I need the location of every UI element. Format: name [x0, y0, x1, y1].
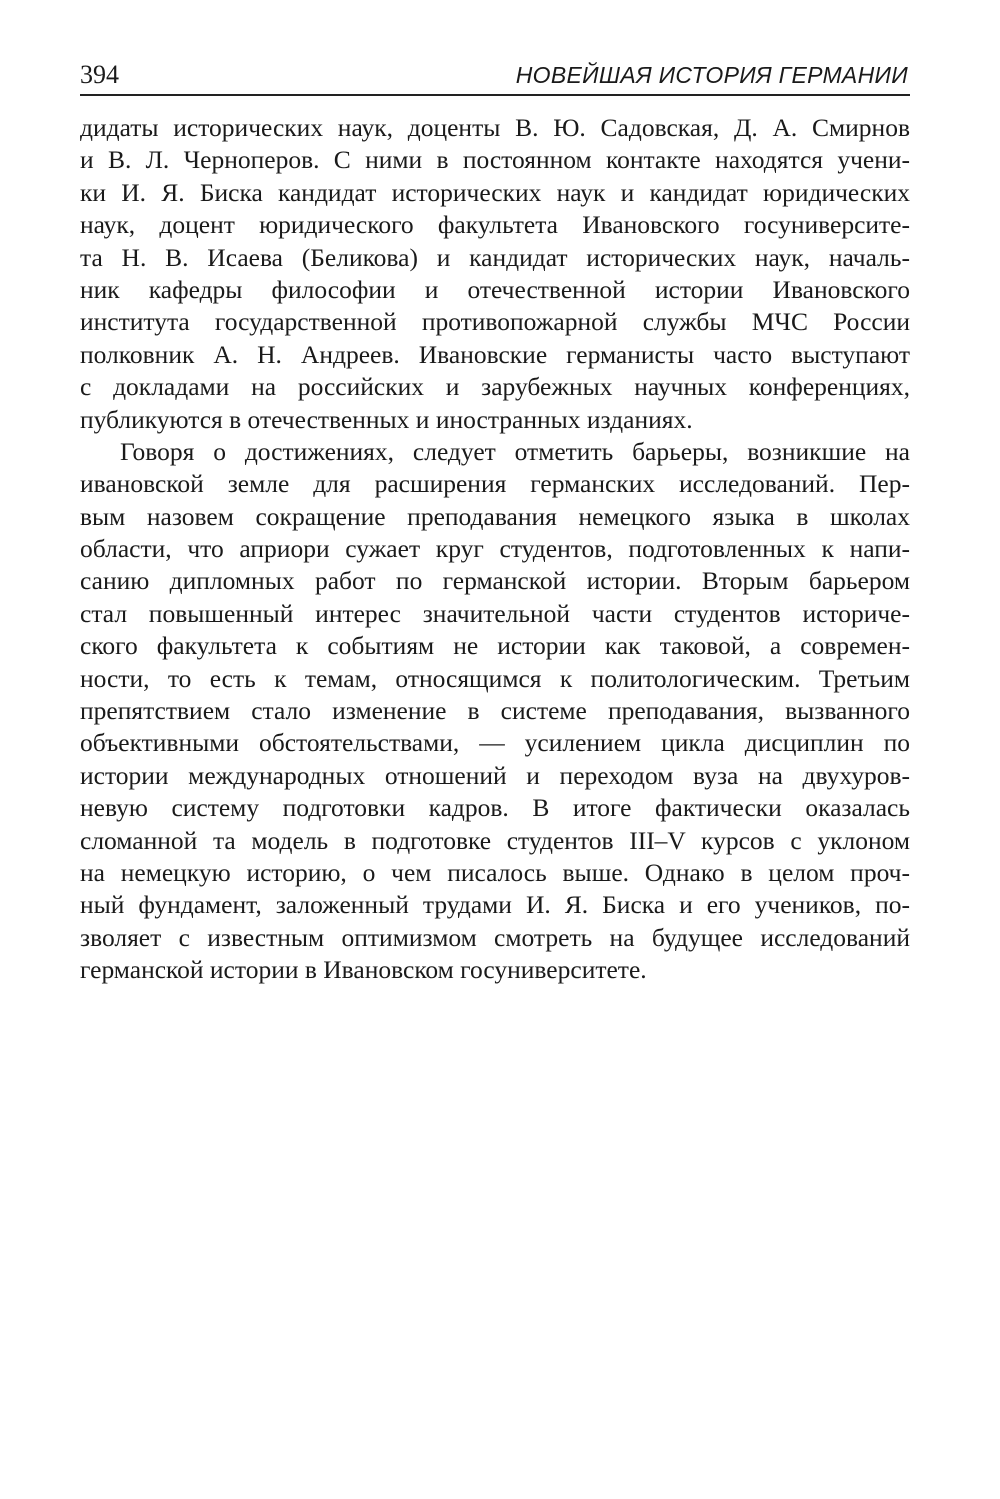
running-head [80, 56, 910, 96]
text-line: ности, то есть к темам, относящимся к политологическим. Третьим [80, 663, 910, 693]
paragraph-2 [80, 436, 910, 987]
text-line: ского факультета к событиям не истории как таковой, а современ- [80, 631, 910, 661]
text-line: ивановской земле для расширения германских исследований. Пер- [80, 469, 910, 499]
text-line: вым назовем сокращение преподавания немецкого языка в школах [80, 501, 910, 531]
text-line: препятствием стало изменение в системе преподавания, вызванного [80, 696, 910, 726]
body-text [80, 112, 910, 987]
paragraph-1 [80, 112, 910, 436]
text-line: объективными обстоятельствами, — усилением цикла дисциплин по [80, 728, 910, 758]
book-page [80, 56, 910, 987]
running-title: НОВЕЙШАЯ ИСТОРИЯ ГЕРМАНИИ [515, 62, 908, 88]
text-line: института государственной противопожарной службы МЧС России [80, 307, 910, 337]
text-line: области, что априори сужает круг студентов, подготовленных к напи- [80, 534, 910, 564]
text-line: полковник А. Н. Андреев. Ивановские германисты часто выступают [80, 339, 910, 369]
text-line: публикуются в отечественных и иностранных изданиях. [80, 404, 693, 434]
text-line: Говоря о достижениях, следует отметить барьеры, возникшие на [120, 436, 910, 466]
text-line: сломанной та модель в подготовке студентов III–V курсов с уклоном [80, 825, 910, 855]
text-line: ник кафедры философии и отечественной истории Ивановского [80, 274, 910, 304]
text-line: невую систему подготовки кадров. В итоге фактически оказалась [80, 793, 910, 823]
text-line: истории международных отношений и переходом вуза на двухуров- [80, 760, 910, 790]
text-line: ный фундамент, заложенный трудами И. Я. Биска и его учеников, по- [80, 890, 910, 920]
text-line: на немецкую историю, о чем писалось выше. Однако в целом проч- [80, 857, 910, 887]
text-line: наук, доцент юридического факультета Ивановского госуниверсите- [80, 210, 910, 240]
text-line: санию дипломных работ по германской истории. Вторым барьером [80, 566, 910, 596]
text-line: та Н. В. Исаева (Беликова) и кандидат исторических наук, началь- [80, 242, 910, 272]
page-number: 394 [80, 60, 119, 89]
text-line: стал повышенный интерес значительной части студентов историче- [80, 598, 910, 628]
text-line: и В. Л. Черноперов. С ними в постоянном контакте находятся учени- [80, 145, 910, 175]
text-line: германской истории в Ивановском госуниверситете. [80, 955, 647, 985]
text-line: зволяет с известным оптимизмом смотреть на будущее исследований [80, 922, 910, 952]
text-line: дидаты исторических наук, доценты В. Ю. Садовская, Д. А. Смирнов [80, 113, 910, 142]
text-line: ки И. Я. Биска кандидат исторических наук и кандидат юридических [80, 177, 910, 207]
text-line: с докладами на российских и зарубежных научных конференциях, [80, 372, 910, 402]
